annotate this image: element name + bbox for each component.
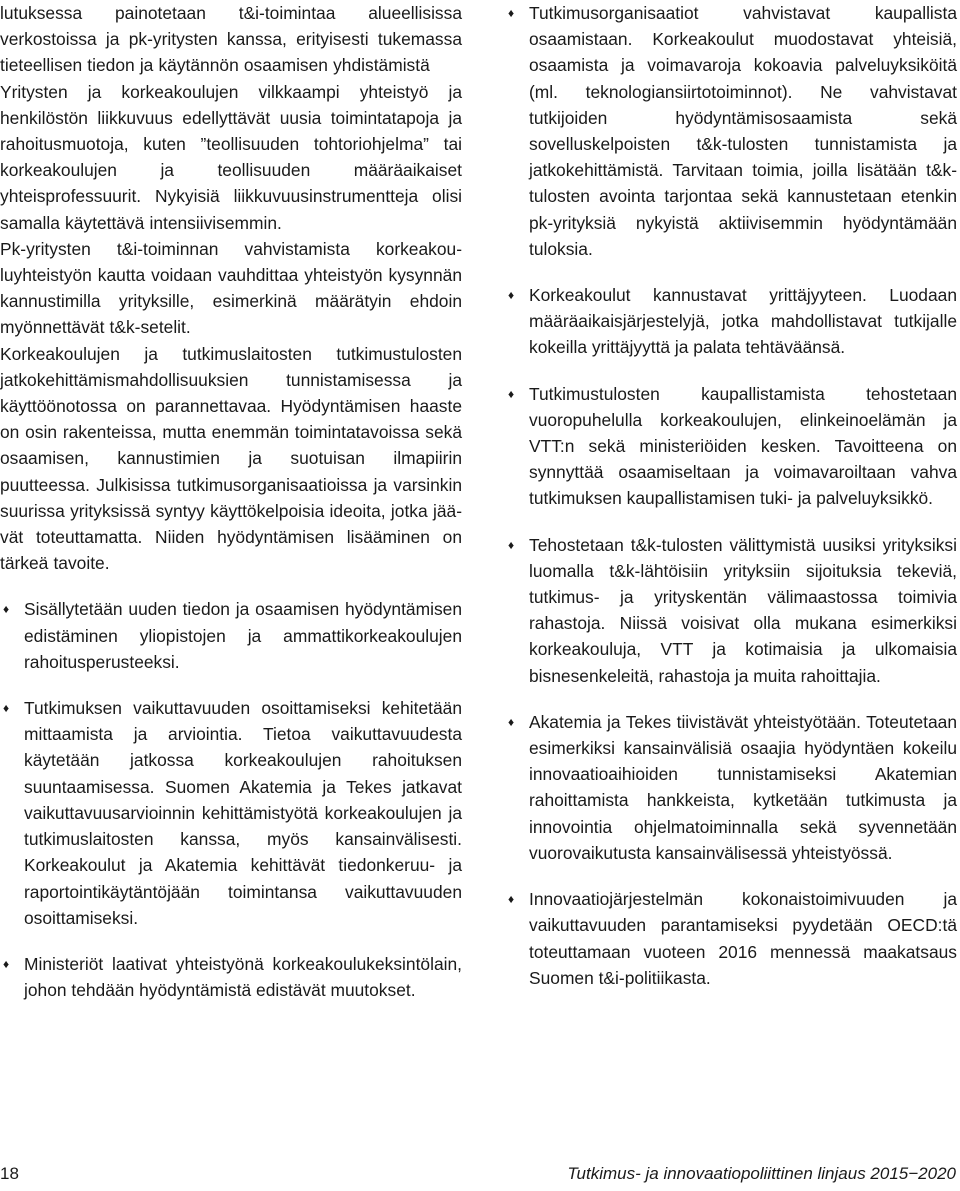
list-item bbox=[505, 709, 957, 866]
paragraph: Korkeakoulujen ja tutkimuslaitosten tutkimustulosten jatkokehittämismahdollisuuksien tunnistamisessa ja käyttöönotossa on parannettavaa. Hyödyntämisen haaste on osin rakenteissa, mutta enemmän toimintatavoissa sekä osaamisen, kannustimien ja suotuisan ilmapiirin puutteessa. Julkisissa tutkimusorganisaatioissa ja varsinkin suurissa yrityksissä syntyy käyttökelpoisia ideoita, jotka jäävät toteuttamatta. Niiden hyödyntämisen lisääminen on tärkeä tavoite. bbox=[0, 343, 462, 574]
publication-title: Tutkimus- ja innovaatiopoliittinen linjaus 2015−2020 bbox=[567, 1164, 956, 1183]
bullet-list bbox=[505, 0, 957, 991]
list-item-text: Ministeriöt laativat yhteistyönä korkeakoulukeksintölain, johon tehdään hyödyntämistä edistävät muutokset. bbox=[24, 953, 462, 1001]
page-number: 18 bbox=[0, 1164, 19, 1183]
list-item-text: Innovaatiojärjestelmän kokonaistoimivuuden ja vaikuttavuuden parantamiseksi pyydetään OECD:tä toteuttamaan vuoteen 2016 mennessä maakatsaus Suomen t&i-politiikasta. bbox=[529, 889, 957, 988]
diamond-bullet-icon: ♦ bbox=[508, 6, 515, 20]
list-item-text: Tutkimusorganisaatiot vahvistavat kaupallista osaamistaan. Korkeakoulut muodostavat yhteisiä, osaamista ja voimavaroja kokoavia palveluyksiköitä (ml. teknologiansiirtotoiminnot). Ne vahvistavat tutkijoiden hyödyntämisosaamista sekä sovelluskelpoisten t&k-tulosten tunnistamista ja jatkokehittämistä. Tarvitaan toimia, joilla lisätään t&k-tulosten avointa tarjontaa sekä kannustetaan etenkin pk-yrityksiä nykyistä aktiivisemmin hyödyntämään tuloksia. bbox=[529, 3, 957, 259]
list-item bbox=[505, 282, 957, 361]
list-item bbox=[505, 886, 957, 991]
diamond-bullet-icon: ♦ bbox=[3, 701, 10, 716]
paragraph: Pk-yritysten t&i-toiminnan vahvistamista korkeakouluyhteistyön kautta voidaan vauhdittaa yhteistyön kysynnän kannustimilla yrityksille, esimerkinä määrätyin ehdoin myönnettävät t&k-setelit. bbox=[0, 238, 462, 338]
list-item-text: Korkeakoulut kannustavat yrittäjyyteen. Luodaan määräaikaisjärjestelyjä, jotka mahdollistavat tutkijalle kokeilla yrittäjyyttä ja palata tehtäväänsä. bbox=[529, 285, 957, 358]
bullet-list bbox=[0, 596, 462, 1003]
list-item bbox=[0, 695, 462, 931]
diamond-bullet-icon: ♦ bbox=[3, 602, 10, 617]
list-item-text: Tutkimuksen vaikuttavuuden osoittamiseksi kehitetään mittaamista ja arviointia. Tietoa vaikuttavuudesta käytetään jatkossa korkeakoulujen rahoituksen suuntaamisessa. Suomen Akatemia ja Tekes jatkavat vaikuttavuusarvioinnin kehittämistyötä korkeakoulujen ja tutkimuslaitosten kanssa, myös kansainvälisesti. Korkeakoulut ja Akatemia kehittävät tiedonkeruu- ja raportointikäytäntöjään toimintansa vaikuttavuuden osoittamiseksi. bbox=[24, 698, 462, 928]
diamond-bullet-icon: ♦ bbox=[508, 288, 515, 303]
list-item bbox=[505, 532, 957, 689]
paragraph: lutuksessa painotetaan t&i-toimintaa alueellisissa verkostoissa ja pk-yritysten kanssa, erityisesti tukemassa tieteellisen tiedon ja käytännön osaamisen yhdistämistä bbox=[0, 3, 462, 76]
diamond-bullet-icon: ♦ bbox=[508, 892, 515, 907]
list-item-text: Tehostetaan t&k-tulosten välittymistä uusiksi yrityksiksi luomalla t&k-lähtöisiin yrityksiin sijoituksia tekeviä, tutkimus- ja yrityskentän välimaastossa toimivia rahastoja. Niissä voisivat olla mukana esimerkiksi korkeakouluja, VTT ja kotimaisia ja ulkomaisia bisnesenkeleitä, rahastoja ja muita rahoittajia. bbox=[529, 534, 957, 686]
left-column bbox=[0, 0, 462, 1023]
list-item bbox=[0, 596, 462, 675]
diamond-bullet-icon: ♦ bbox=[508, 537, 515, 552]
diamond-bullet-icon: ♦ bbox=[3, 956, 10, 971]
diamond-bullet-icon: ♦ bbox=[508, 386, 515, 401]
diamond-bullet-icon: ♦ bbox=[508, 714, 515, 729]
paragraph: Yritysten ja korkeakoulujen vilkkaampi yhteistyö ja henkilöstön liikkuvuus edellyttävät uusia toimintatapoja ja rahoitusmuotoja, kuten ”teollisuuden tohtoriohjelma” tai korkeakoulujen ja teollisuuden määräaikaiset yhteisprofessuurit. Nykyisiä liikkuvuusinstrumentteja olisi samalla käytettävä intensiivisemmin. bbox=[0, 81, 462, 233]
list-item bbox=[505, 0, 957, 262]
list-item-text: Tutkimustulosten kaupallistamista tehostetaan vuoropuhelulla korkeakoulujen, elinkeinoelämän ja VTT:n sekä ministeriöiden kesken. Tavoitteena on synnyttää osaamiseltaan ja voimavaroiltaan vahva tutkimuksen kaupallistamisen tuki- ja palveluyksikkö. bbox=[529, 383, 957, 509]
list-item bbox=[505, 381, 957, 512]
list-item bbox=[0, 951, 462, 1003]
list-item-text: Akatemia ja Tekes tiivistävät yhteistyötään. Toteutetaan esimerkiksi kansainvälisiä osaajia hyödyntäen kokeilu innovaatioaihioiden tunnistamiseksi Akatemian rahoittamista hankkeista, kytketään tutkimusta ja innovointia ohjelmatoiminnalla sekä syvennetään vuorovaikutusta kansainvälisessä yhteistyössä. bbox=[529, 711, 957, 863]
right-column bbox=[505, 0, 957, 1011]
list-item-text: Sisällytetään uuden tiedon ja osaamisen hyödyntämisen edistäminen yliopistojen ja ammattikorkeakoulujen rahoitusperusteeksi. bbox=[24, 599, 462, 672]
